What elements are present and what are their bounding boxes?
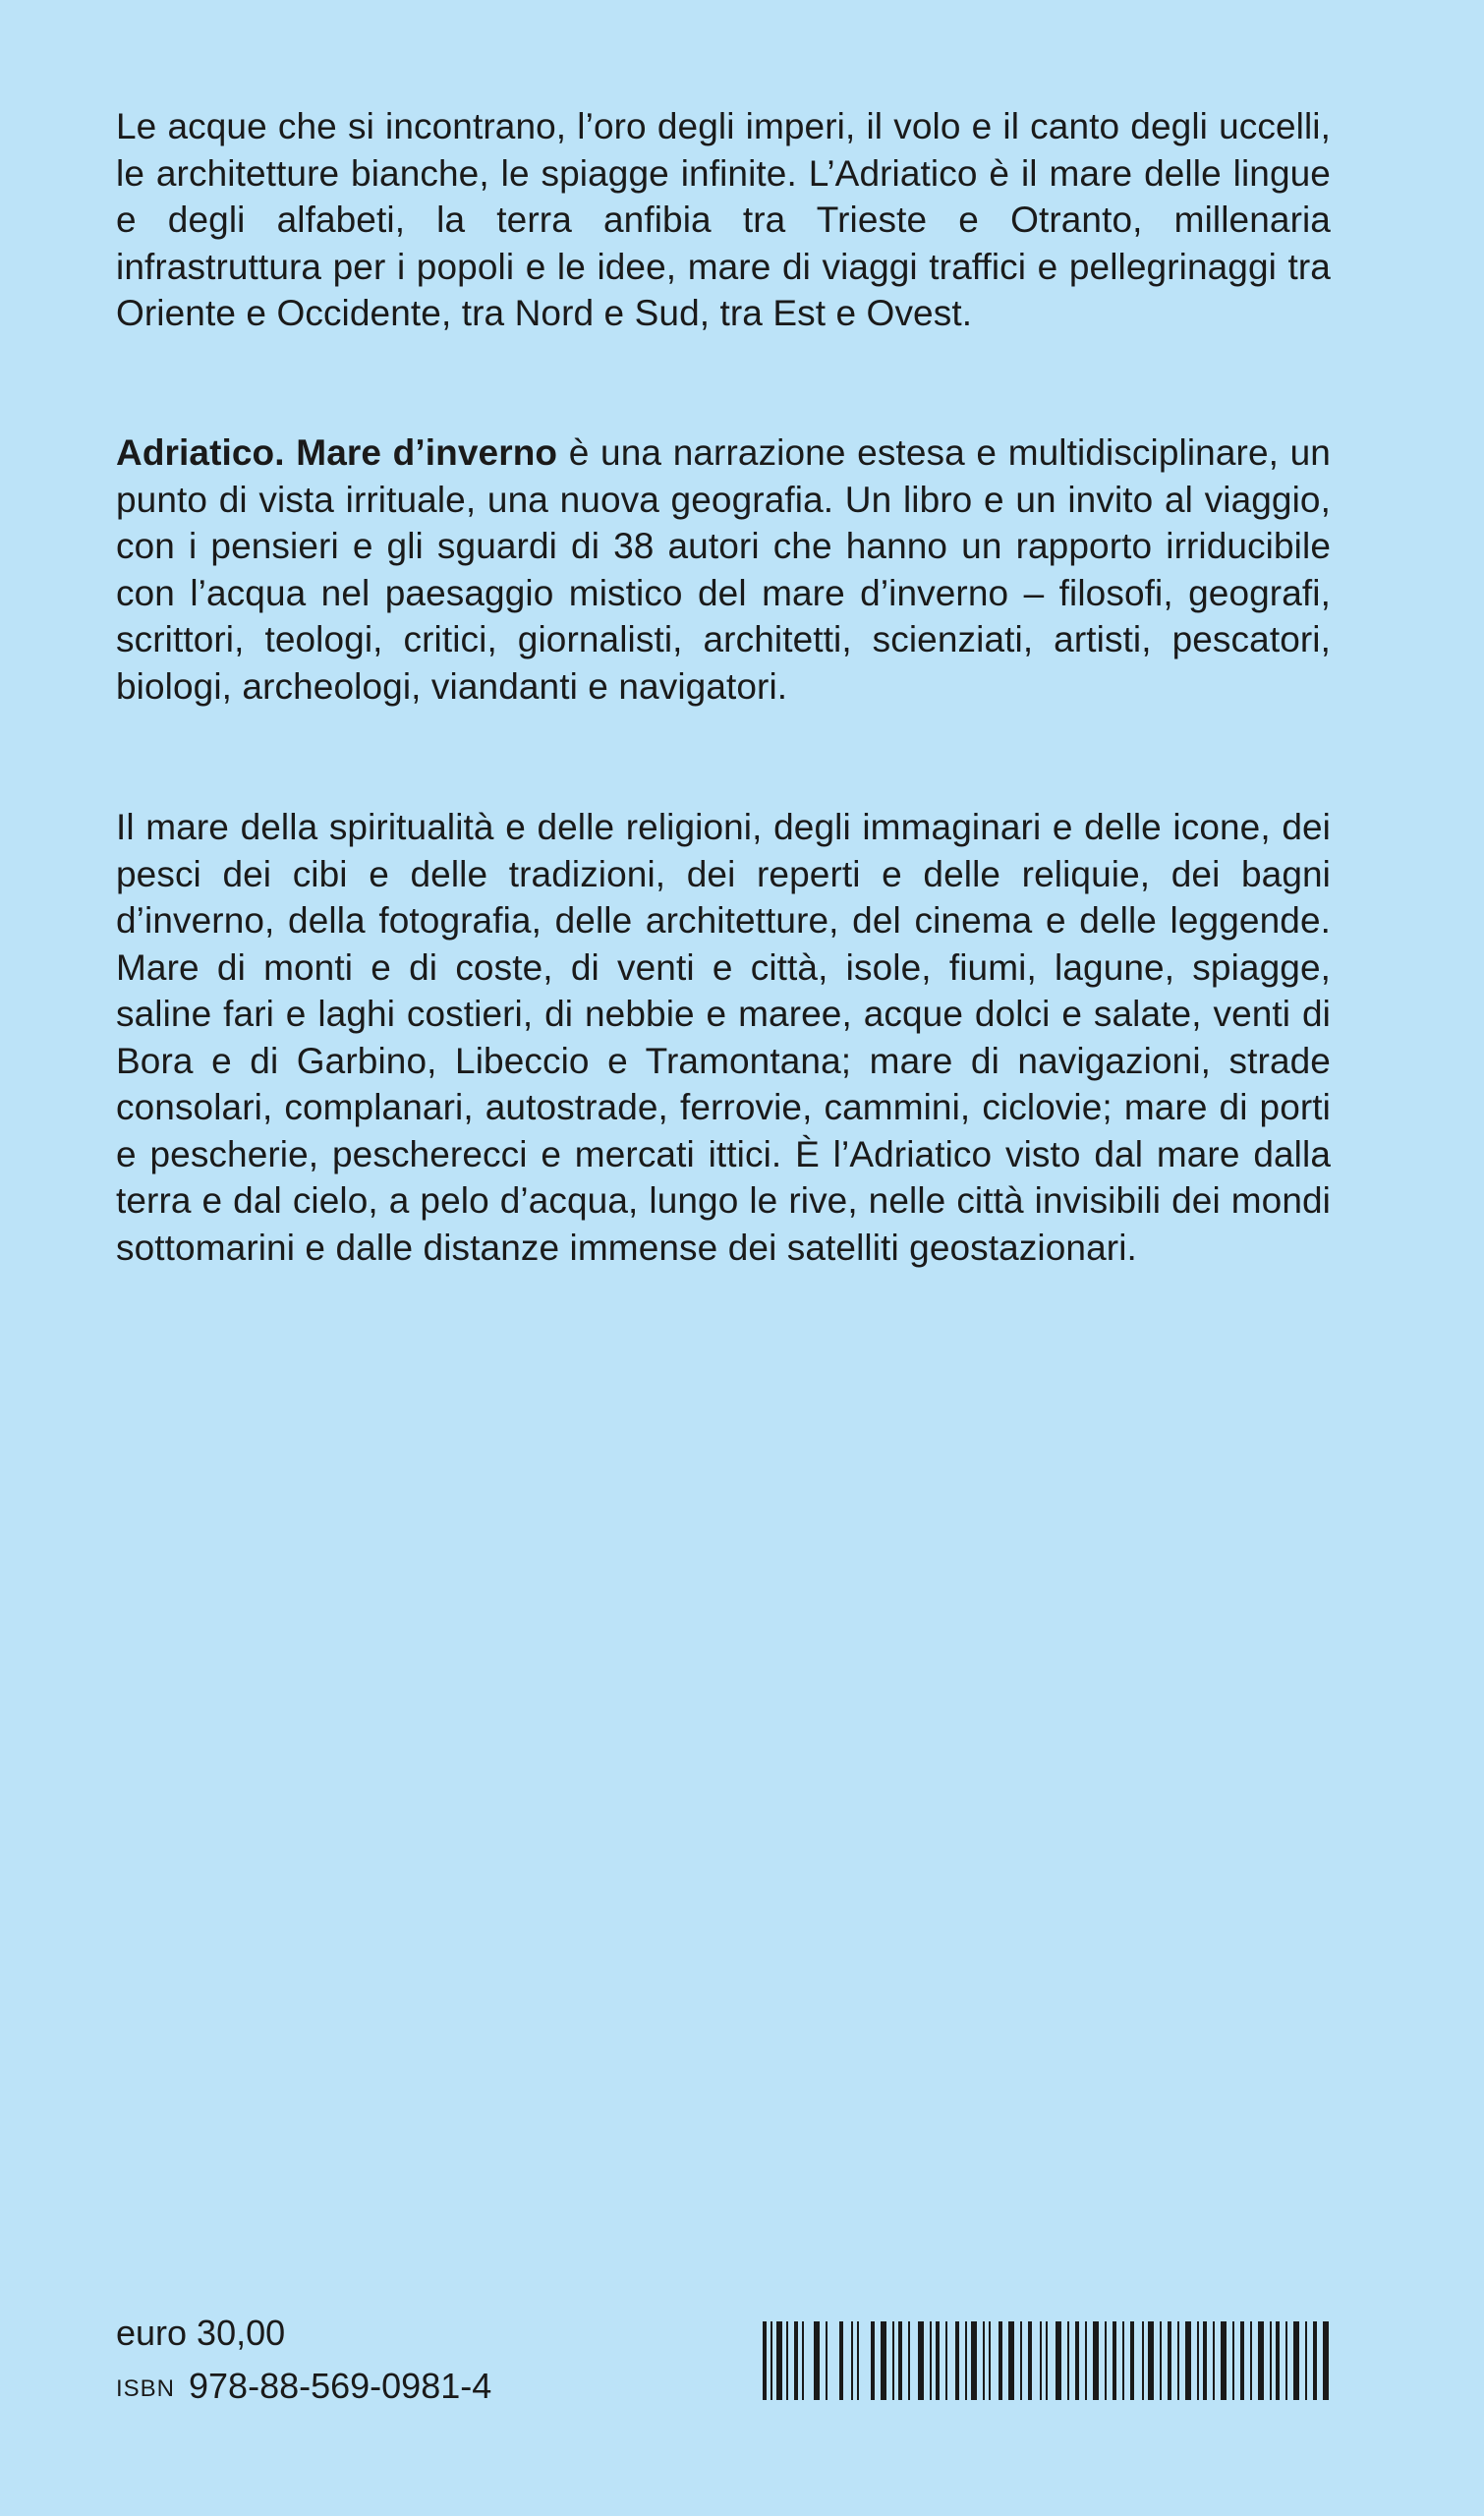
blurb-paragraph-1: Le acque che si incontrano, l’oro degli imperi, il volo e il canto degli uccelli, le architetture bianche, le spiagge infinite. L’Adriatico è il mare delle lingue e degli alfabeti, la terra anfibia tra Trieste e Otranto, millenaria infrastruttura per i popoli e le idee, mare di viaggi traffici e pellegrinaggi tra Oriente e Occidente, tra Nord e Sud, tra Est e Ovest. bbox=[116, 106, 1331, 333]
isbn-label: ISBN bbox=[116, 2375, 176, 2402]
blurb-paragraph-3: Il mare della spiritualità e delle religioni, degli immaginari e delle icone, dei pesci dei cibi e delle tradizioni, dei reperti e delle reliquie, dei bagni d’inverno, della fotografia, delle architetture, del cinema e delle leggende. Mare di monti e di coste, di venti e città, isole, fiumi, lagune, spiagge, saline fari e laghi costieri, di nebbie e maree, acque dolci e salate, venti di Bora e di Garbino, Libeccio e Tramontana; mare di navigazioni, strade consolari, complanari, autostrade, ferrovie, cammini, ciclovie; mare di porti e pescherie, pescherecci e mercati ittici. È l’Adriatico visto dal mare dalla terra e dal cielo, a pelo d’acqua, lungo le rive, nelle città invisibili dei mondi sottomarini e dalle distanze immense dei satelliti geostazionari. bbox=[116, 807, 1331, 1268]
book-title: Adriatico. Mare d’inverno bbox=[116, 432, 558, 473]
blurb-paragraph-2-body: è una narrazione estesa e multidisciplinare, un punto di vista irrituale, una nuova geografia. Un libro e un invito al viaggio, con i pensieri e gli sguardi di 38 autori che hanno un rapporto irriducibile con l’acqua nel paesaggio mistico del mare d’inverno – filosofi, geografi, scrittori, teologi, critici, giornalisti, architetti, scienziati, artisti, pescatori, biologi, archeologi, viandanti e navigatori. bbox=[116, 432, 1331, 707]
isbn-number: 978-88-569-0981-4 bbox=[189, 2366, 492, 2406]
isbn-line bbox=[116, 2365, 491, 2411]
price-label: euro 30,00 bbox=[116, 2313, 286, 2353]
barcode bbox=[763, 2321, 1329, 2400]
blurb-paragraph-2 bbox=[116, 429, 1331, 710]
